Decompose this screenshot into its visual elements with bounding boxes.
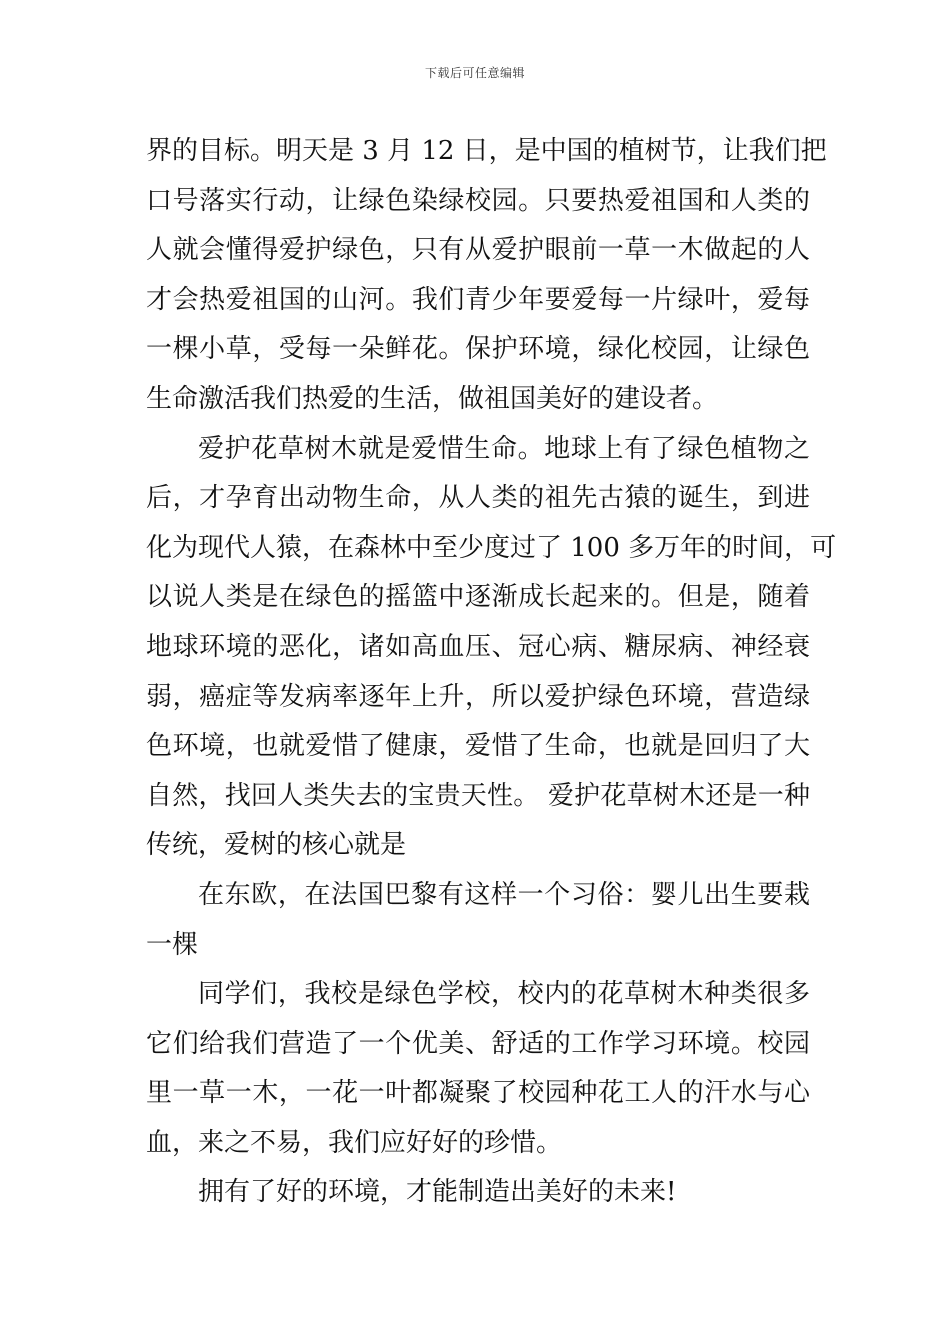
text-line: 里一草一木，一花一叶都凝聚了校园种花工人的汗水与心 [146,1078,810,1109]
text-line: 界的目标。明天是 3 月 12 日，是中国的植树节，让我们把 [146,136,827,166]
page-header: 下载后可任意编辑 [424,66,525,80]
text-line: 后，才孕育出动物生命，从人类的祖先古猿的诞生，到进 [146,483,810,514]
text-line: 化为现代人猿，在森林中至少度过了 100 多万年的时间，可 [146,532,837,563]
text-line: 血，来之不易，我们应好好的珍惜。 [146,1127,563,1158]
text-line: 口号落实行动，让绿色染绿校园。只要热爱祖国和人类的 [146,185,810,216]
text-line: 在东欧，在法国巴黎有这样一个习俗：婴儿出生要栽 [198,879,810,910]
text-line: 弱，癌症等发病率逐年上升，所以爱护绿色环境，营造绿 [146,681,810,712]
text-line: 一棵小草，受每一朵鲜花。保护环境，绿化校园，让绿色 [146,334,810,365]
text-line: 它们给我们营造了一个优美、舒适的工作学习环境。校园 [146,1028,810,1059]
text-line: 传统，爱树的核心就是 [146,830,407,861]
text-line: 自然，找回人类失去的宝贵天性。 爱护花草树木还是一种 [146,780,810,811]
document-body [146,127,837,1218]
text-line: 爱护花草树木就是爱惜生命。地球上有了绿色植物之 [198,433,810,464]
text-line: 拥有了好的环境，才能制造出美好的未来! [198,1177,677,1208]
text-line: 人就会懂得爱护绿色，只有从爱护眼前一草一木做起的人 [146,235,810,266]
text-line: 才会热爱祖国的山河。我们青少年要爱每一片绿叶，爱每 [146,284,810,315]
text-line: 生命激活我们热爱的生活，做祖国美好的建设者。 [146,383,719,414]
text-line: 以说人类是在绿色的摇篮中逐渐成长起来的。但是，随着 [146,582,810,613]
text-line: 地球环境的恶化，诸如高血压、冠心病、糖尿病、神经衰 [146,631,810,662]
text-line: 同学们，我校是绿色学校，校内的花草树木种类很多 [198,979,810,1010]
text-line: 色环境，也就爱惜了健康，爱惜了生命，也就是回归了大 [146,731,810,762]
text-line: 一棵 [146,929,199,960]
